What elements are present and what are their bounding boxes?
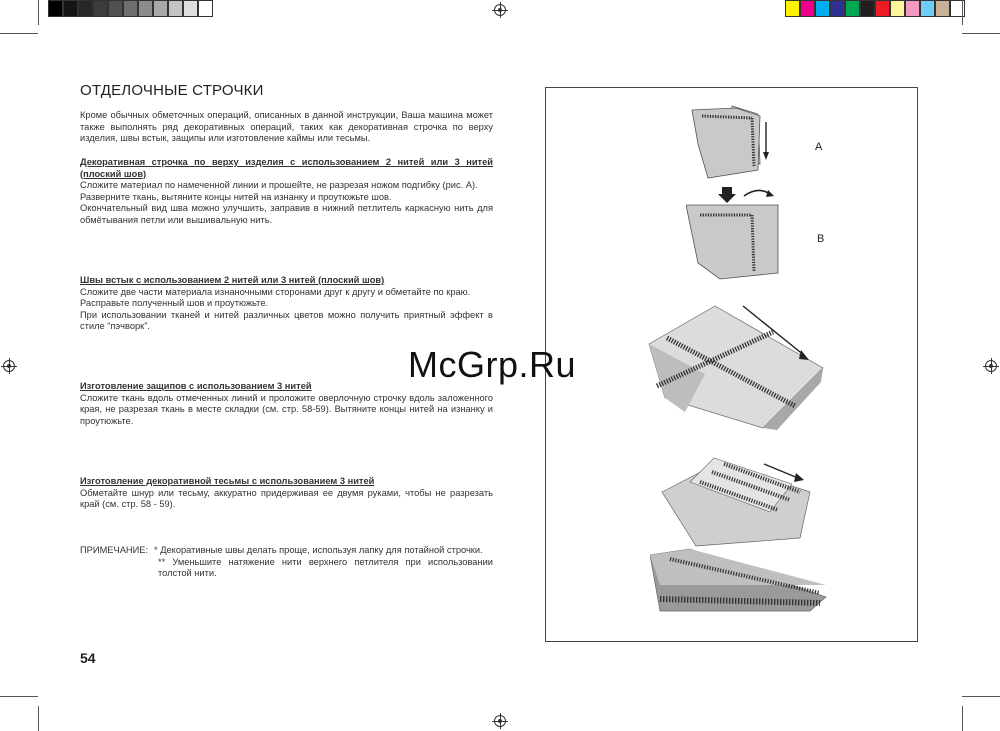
note-line: * Декоративные швы делать проще, используя лапку для потайной строчки. (154, 545, 483, 555)
calibration-swatch (860, 0, 875, 17)
calibration-swatch (93, 0, 108, 17)
calibration-swatch (153, 0, 168, 17)
calibration-swatch (905, 0, 920, 17)
intro-paragraph (80, 110, 493, 145)
watermark-text: McGrp.Ru (408, 344, 577, 385)
calibration-swatch (785, 0, 800, 17)
calibration-swatch (875, 0, 890, 17)
crop-mark (38, 0, 39, 25)
calibration-swatch (800, 0, 815, 17)
section-line: Окончательный вид шва можно улучшить, заправив в нижний петлитель каркасную нить для обмётывания петли или вышивальную нить. (80, 203, 493, 225)
registration-mark-bottom (494, 715, 506, 727)
section-heading: Изготовление декоративной тесьмы с использованием 3 нитей (80, 476, 375, 486)
page-title: ОТДЕЛОЧНЫЕ СТРОЧКИ (80, 82, 264, 99)
crop-mark (0, 696, 38, 697)
calibration-swatch (845, 0, 860, 17)
grayscale-calibration-strip (48, 0, 213, 17)
crop-mark (962, 0, 963, 25)
illustration-b-opened-fabric (686, 203, 780, 281)
section-heading: Декоративная строчка по верху изделия с использованием 2 нитей или 3 нитей (плоский шов) (80, 157, 493, 179)
calibration-swatch (123, 0, 138, 17)
section-decorative-topstitch (80, 157, 493, 226)
section-line: Сложите материал по намеченной линии и прошейте, не разрезая ножом подгибку (рис. А). (80, 180, 478, 190)
crop-mark (962, 33, 1000, 34)
section-heading: Швы встык с использованием 2 нитей или 3 нитей (плоский шов) (80, 275, 385, 285)
calibration-swatch (168, 0, 183, 17)
section-line: Расправьте полученный шов и проутюжьте. (80, 298, 269, 308)
section-line: Обметайте шнур или тесьму, аккуратно придерживая ее двумя руками, чтобы не разрезать край (см. стр. 58 - 59). (80, 487, 493, 509)
calibration-swatch (48, 0, 63, 17)
crop-mark (0, 33, 38, 34)
note-label: ПРИМЕЧАНИЕ: (80, 545, 149, 555)
note-line: ** Уменьшите натяжение нити верхнего петлителя при использовании толстой нити. (158, 556, 493, 578)
calibration-swatch (63, 0, 78, 17)
illustration-pintucks (660, 452, 820, 552)
section-line: При использовании тканей и нитей различных цветов можно получить приятный эффект в стиле “пэчворк”. (80, 309, 493, 331)
calibration-swatch (138, 0, 153, 17)
illustration-decorative-braid (650, 545, 830, 617)
figure-label-a: A (815, 141, 823, 153)
calibration-swatch (890, 0, 905, 17)
section-line: Сложите ткань вдоль отмеченных линий и проложите оверлочную строчку вдоль заложенного края, не разрезая ткань в месте складки (см. стр. 58-59). Вытяните концы нитей на изнанку и проутюжьте. (80, 392, 493, 426)
registration-mark-top (494, 4, 506, 16)
crop-mark (38, 706, 39, 731)
section-butt-seams (80, 275, 493, 333)
illustration-butt-seams (645, 302, 825, 432)
section-pintucks (80, 381, 493, 427)
illustration-a-folded-fabric (688, 104, 780, 182)
crop-mark (962, 696, 1000, 697)
registration-mark-right (985, 360, 997, 372)
registration-mark-left (3, 360, 15, 372)
calibration-swatch (108, 0, 123, 17)
calibration-swatch (183, 0, 198, 17)
section-line: Разверните ткань, вытяните концы нитей на изнанку и проутюжьте шов. (80, 191, 392, 202)
section-line: Сложите две части материала изнаночными сторонами друг к другу и обметайте по краю. (80, 286, 471, 297)
calibration-swatch (935, 0, 950, 17)
note-block (80, 545, 493, 580)
section-heading: Изготовление защипов с использованием 3 нитей (80, 381, 312, 391)
calibration-swatch (815, 0, 830, 17)
figure-label-b: B (817, 233, 825, 245)
calibration-swatch (830, 0, 845, 17)
crop-mark (962, 706, 963, 731)
calibration-swatch (920, 0, 935, 17)
page-number: 54 (80, 650, 96, 666)
calibration-swatch (198, 0, 213, 17)
calibration-swatch (78, 0, 93, 17)
section-decorative-braid (80, 476, 493, 511)
intro-text: Кроме обычных обметочных операций, описанных в данной инструкции, Ваша машина может также выполнять ряд декоративных операций, таких как декоративная строчка по верху изделия, швы встык, защипы или изготовление каймы или тесьмы. (80, 110, 493, 143)
color-calibration-strip (785, 0, 965, 17)
